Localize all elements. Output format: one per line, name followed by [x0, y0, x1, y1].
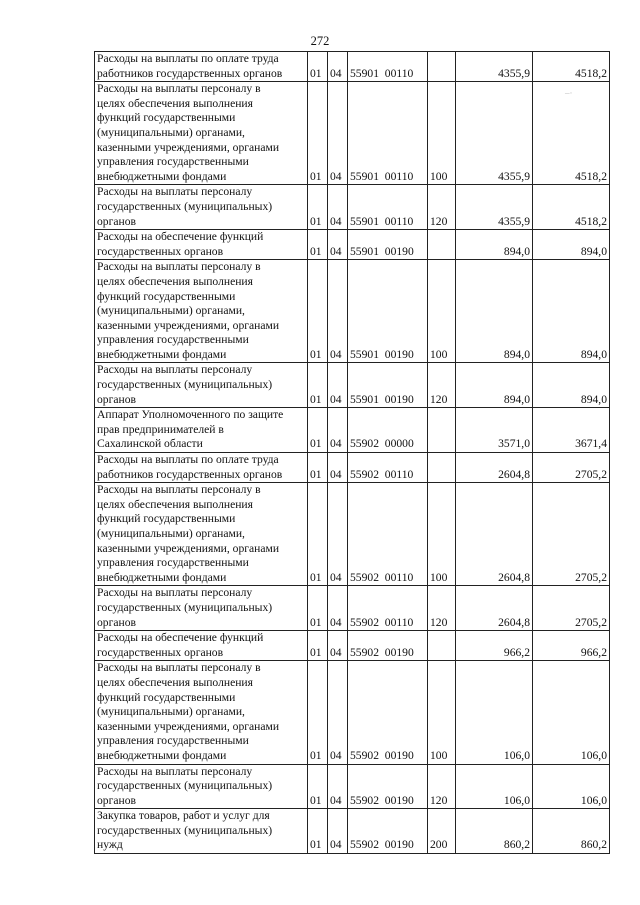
- subsection-code-cell: 04: [328, 260, 348, 363]
- expense-name-cell: Расходы на выплаты персоналу в целях обеспечения выполнения функций государственными (муниципальными) органами, казенными учреждениями, органами управления государственными внебюджетными фондами: [95, 483, 308, 586]
- expense-type-cell: [428, 230, 456, 260]
- target-program-code: 55901: [350, 347, 379, 361]
- expense-name-cell: Расходы на выплаты персоналу в целях обеспечения выполнения функций государственными (муниципальными) органами, казенными учреждениями, органами управления государственными внебюджетными фондами: [95, 82, 308, 185]
- table-row: [95, 586, 610, 631]
- section-code-cell: 01: [308, 483, 328, 586]
- subsection-code-cell: 04: [328, 661, 348, 764]
- amount-year1-cell: 4355,9: [456, 82, 533, 185]
- section-code-cell: 01: [308, 52, 328, 82]
- table-row: [95, 408, 610, 453]
- subsection-code-cell: 04: [328, 52, 348, 82]
- amount-year1-cell: 894,0: [456, 260, 533, 363]
- amount-year2-cell: 966,2: [533, 631, 610, 661]
- target-program-code: 55902: [350, 437, 379, 451]
- amount-year2-cell: 2705,2: [533, 453, 610, 483]
- amount-year1-cell: 2604,8: [456, 453, 533, 483]
- amount-year1-cell: 106,0: [456, 661, 533, 764]
- expense-type-cell: 120: [428, 363, 456, 408]
- scan-mark: –·: [565, 88, 573, 98]
- table-row: [95, 185, 610, 230]
- expense-name-cell: Расходы на выплаты персоналу государственных (муниципальных) органов: [95, 586, 308, 631]
- target-program-code: 55901: [350, 66, 379, 80]
- target-article-cell: [348, 483, 428, 586]
- section-code-cell: 01: [308, 82, 328, 185]
- amount-year2-cell: 4518,2: [533, 185, 610, 230]
- target-program-code: 55901: [350, 214, 379, 228]
- target-program-code: 55901: [350, 244, 379, 258]
- subsection-code-cell: 04: [328, 631, 348, 661]
- table-row: [95, 631, 610, 661]
- budget-table: [94, 51, 610, 854]
- expense-type-cell: 100: [428, 82, 456, 185]
- section-code-cell: 01: [308, 260, 328, 363]
- amount-year1-cell: 4355,9: [456, 185, 533, 230]
- target-direction-code: 00190: [384, 347, 414, 361]
- amount-year2-cell: 894,0: [533, 363, 610, 408]
- amount-year2-cell: 894,0: [533, 230, 610, 260]
- section-code-cell: 01: [308, 764, 328, 809]
- expense-type-cell: 120: [428, 586, 456, 631]
- subsection-code-cell: 04: [328, 185, 348, 230]
- target-program-code: 55902: [350, 748, 379, 762]
- amount-year1-cell: 3571,0: [456, 408, 533, 453]
- table-row: [95, 52, 610, 82]
- target-direction-code: 00110: [384, 169, 414, 183]
- amount-year1-cell: 2604,8: [456, 586, 533, 631]
- table-row: [95, 661, 610, 764]
- target-article-cell: [348, 809, 428, 854]
- table-row: [95, 453, 610, 483]
- expense-name-cell: Расходы на выплаты по оплате труда работников государственных органов: [95, 453, 308, 483]
- target-direction-code: 00110: [384, 467, 414, 481]
- amount-year2-cell: 106,0: [533, 764, 610, 809]
- expense-type-cell: [428, 52, 456, 82]
- target-program-code: 55902: [350, 467, 379, 481]
- expense-name-cell: Расходы на обеспечение функций государственных органов: [95, 230, 308, 260]
- table-row: [95, 230, 610, 260]
- expense-type-cell: [428, 453, 456, 483]
- section-code-cell: 01: [308, 661, 328, 764]
- section-code-cell: 01: [308, 408, 328, 453]
- amount-year1-cell: 966,2: [456, 631, 533, 661]
- target-direction-code: 00190: [384, 748, 414, 762]
- subsection-code-cell: 04: [328, 809, 348, 854]
- section-code-cell: 01: [308, 185, 328, 230]
- target-direction-code: 00190: [384, 244, 414, 258]
- target-direction-code: 00190: [384, 838, 414, 852]
- expense-type-cell: 100: [428, 483, 456, 586]
- amount-year1-cell: 860,2: [456, 809, 533, 854]
- table-row: [95, 260, 610, 363]
- target-direction-code: 00190: [384, 793, 414, 807]
- amount-year1-cell: 106,0: [456, 764, 533, 809]
- subsection-code-cell: 04: [328, 764, 348, 809]
- table-row: [95, 764, 610, 809]
- target-article-cell: [348, 408, 428, 453]
- target-direction-code: 00110: [384, 615, 414, 629]
- subsection-code-cell: 04: [328, 586, 348, 631]
- target-article-cell: [348, 764, 428, 809]
- expense-type-cell: 100: [428, 260, 456, 363]
- target-article-cell: [348, 52, 428, 82]
- expense-type-cell: 100: [428, 661, 456, 764]
- subsection-code-cell: 04: [328, 82, 348, 185]
- target-article-cell: [348, 230, 428, 260]
- amount-year2-cell: 2705,2: [533, 483, 610, 586]
- target-direction-code: 00110: [384, 214, 414, 228]
- target-article-cell: [348, 260, 428, 363]
- subsection-code-cell: 04: [328, 230, 348, 260]
- amount-year2-cell: 106,0: [533, 661, 610, 764]
- target-program-code: 55902: [350, 615, 379, 629]
- target-direction-code: 00000: [384, 437, 414, 451]
- amount-year2-cell: 2705,2: [533, 586, 610, 631]
- target-article-cell: [348, 82, 428, 185]
- section-code-cell: 01: [308, 586, 328, 631]
- section-code-cell: 01: [308, 363, 328, 408]
- amount-year2-cell: 4518,2: [533, 82, 610, 185]
- section-code-cell: 01: [308, 631, 328, 661]
- target-program-code: 55902: [350, 570, 379, 584]
- target-article-cell: [348, 363, 428, 408]
- target-article-cell: [348, 586, 428, 631]
- target-program-code: 55902: [350, 645, 379, 659]
- expense-name-cell: Расходы на выплаты персоналу государственных (муниципальных) органов: [95, 185, 308, 230]
- expense-type-cell: 120: [428, 764, 456, 809]
- expense-name-cell: Расходы на выплаты по оплате труда работников государственных органов: [95, 52, 308, 82]
- expense-type-cell: 200: [428, 809, 456, 854]
- amount-year1-cell: 894,0: [456, 363, 533, 408]
- table-row: [95, 809, 610, 854]
- expense-type-cell: [428, 408, 456, 453]
- expense-type-cell: [428, 631, 456, 661]
- subsection-code-cell: 04: [328, 363, 348, 408]
- target-direction-code: 00110: [384, 66, 414, 80]
- expense-name-cell: Расходы на выплаты персоналу государственных (муниципальных) органов: [95, 363, 308, 408]
- expense-name-cell: Закупка товаров, работ и услуг для государственных (муниципальных) нужд: [95, 809, 308, 854]
- expense-name-cell: Расходы на выплаты персоналу в целях обеспечения выполнения функций государственными (муниципальными) органами, казенными учреждениями, органами управления государственными внебюджетными фондами: [95, 260, 308, 363]
- target-program-code: 55901: [350, 169, 379, 183]
- section-code-cell: 01: [308, 453, 328, 483]
- table-row: [95, 483, 610, 586]
- expense-name-cell: Расходы на обеспечение функций государственных органов: [95, 631, 308, 661]
- target-article-cell: [348, 185, 428, 230]
- amount-year2-cell: 3671,4: [533, 408, 610, 453]
- expense-name-cell: Расходы на выплаты персоналу в целях обеспечения выполнения функций государственными (муниципальными) органами, казенными учреждениями, органами управления государственными внебюджетными фондами: [95, 661, 308, 764]
- target-program-code: 55902: [350, 793, 379, 807]
- expense-type-cell: 120: [428, 185, 456, 230]
- target-direction-code: 00190: [384, 645, 414, 659]
- target-article-cell: [348, 453, 428, 483]
- amount-year2-cell: 860,2: [533, 809, 610, 854]
- amount-year1-cell: 2604,8: [456, 483, 533, 586]
- expense-name-cell: Расходы на выплаты персоналу государственных (муниципальных) органов: [95, 764, 308, 809]
- target-direction-code: 00190: [384, 392, 414, 406]
- section-code-cell: 01: [308, 230, 328, 260]
- target-article-cell: [348, 661, 428, 764]
- amount-year1-cell: 4355,9: [456, 52, 533, 82]
- amount-year2-cell: 894,0: [533, 260, 610, 363]
- section-code-cell: 01: [308, 809, 328, 854]
- page-number: 272: [310, 34, 330, 48]
- expense-name-cell: Аппарат Уполномоченного по защите прав предпринимателей в Сахалинской области: [95, 408, 308, 453]
- amount-year1-cell: 894,0: [456, 230, 533, 260]
- target-direction-code: 00110: [384, 570, 414, 584]
- subsection-code-cell: 04: [328, 408, 348, 453]
- target-program-code: 55902: [350, 838, 379, 852]
- subsection-code-cell: 04: [328, 453, 348, 483]
- subsection-code-cell: 04: [328, 483, 348, 586]
- amount-year2-cell: 4518,2: [533, 52, 610, 82]
- table-row: [95, 82, 610, 185]
- target-program-code: 55901: [350, 392, 379, 406]
- target-article-cell: [348, 631, 428, 661]
- table-row: [95, 363, 610, 408]
